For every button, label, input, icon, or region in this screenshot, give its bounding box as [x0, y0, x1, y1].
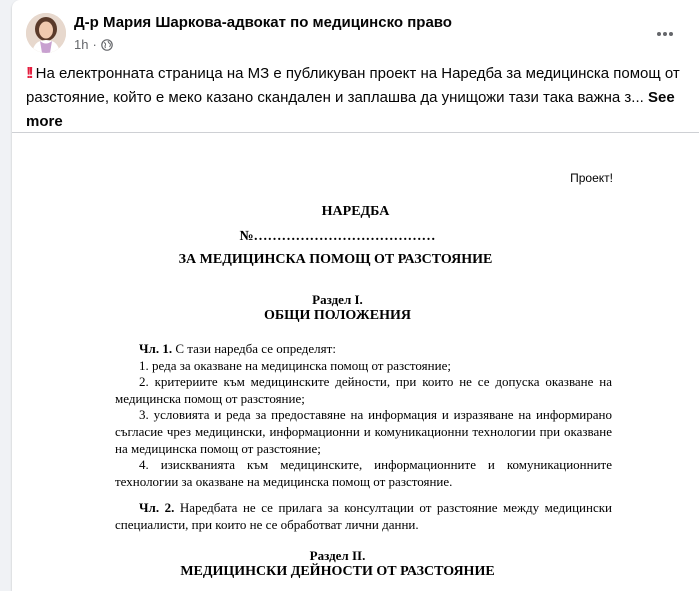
article-2-heading: Чл. 2.: [139, 500, 175, 515]
author-name[interactable]: Д-р Мария Шаркова-адвокат по медицинско право: [74, 14, 452, 31]
post-meta: [74, 37, 113, 52]
section-2-title: МЕДИЦИНСКИ ДЕЙНОСТИ ОТ РАЗСТОЯНИЕ: [180, 564, 495, 579]
document-number-line: №…………………………………: [239, 229, 436, 244]
article-1-intro-text: С тази наредба се определят:: [172, 341, 336, 356]
double-exclamation-emoji: !!: [26, 65, 31, 82]
globe-icon: [101, 39, 113, 51]
caption-text: На електронната страница на МЗ е публикуван проект на Наредба за медицинска помощ от разстояние, който е меко казано скандален и заплашва да унищожи тази така важна з...: [26, 65, 680, 106]
profile-avatar[interactable]: [26, 13, 66, 53]
article-1-item: 4. изискванията към медицинските, информационните и комуникационните технологии за оказване на медицинска помощ от разстояние.: [115, 457, 612, 489]
article-1-heading: Чл. 1.: [139, 341, 173, 356]
article-1: [115, 341, 612, 490]
document-subtitle: ЗА МЕДИЦИНСКА ПОМОЩ ОТ РАЗСТОЯНИЕ: [178, 252, 493, 267]
article-2-text: Наредбата не се прилага за консултации от разстояние между медицински специалисти, при които не се обработват лични данни.: [115, 500, 612, 532]
more-options-icon[interactable]: [653, 22, 677, 46]
article-1-intro: [115, 341, 612, 358]
article-1-item: 2. критериите към медицинските дейности, при които не се допуска оказване на медицинска помощ от разстояние;: [115, 374, 612, 406]
facebook-post: [12, 0, 699, 591]
meta-separator: ·: [92, 37, 97, 52]
article-1-item: 3. условията и реда за предоставяне на информация и изразяване на информирано съгласие чрез медицински, информационни и комуникационни технологии при оказване на медицинска помощ от разстояние;: [115, 407, 612, 456]
see-more-link[interactable]: See more: [26, 89, 675, 130]
section-2-label: Раздел II.: [309, 548, 366, 563]
section-1-title: ОБЩИ ПОЛОЖЕНИЯ: [263, 308, 412, 323]
article-1-item: 1. реда за оказване на медицинска помощ от разстояние;: [139, 357, 451, 373]
section-1-label: Раздел I.: [312, 292, 363, 307]
post-attached-document-image[interactable]: [12, 132, 699, 591]
document-title: НАРЕДБА: [321, 204, 390, 219]
article-2: [115, 500, 612, 533]
post-time[interactable]: 1h: [74, 37, 89, 52]
post-caption: [26, 62, 686, 134]
draft-label: Проект!: [570, 171, 613, 185]
